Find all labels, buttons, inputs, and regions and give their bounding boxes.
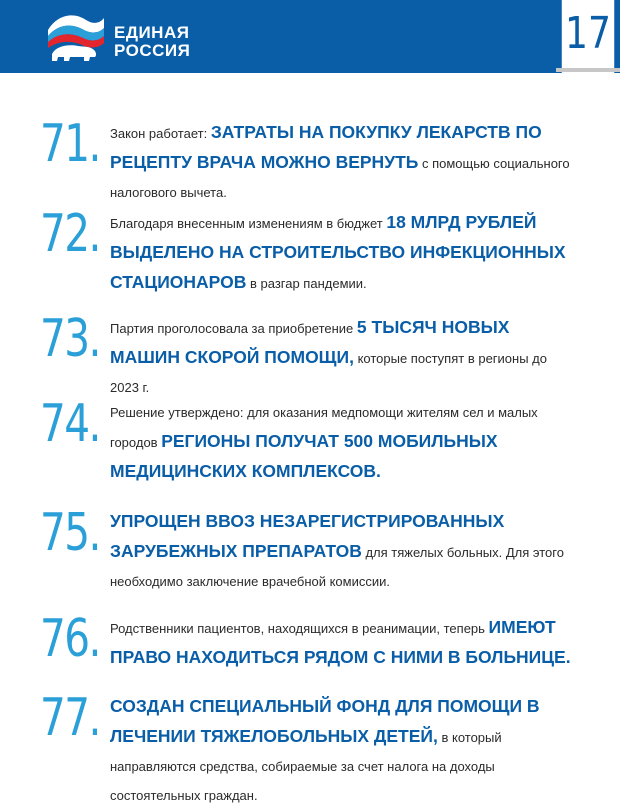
- party-name-line2: РОССИЯ: [114, 41, 191, 60]
- item-text-plain: Родственники пациентов, находящихся в реанимации, теперь: [110, 621, 489, 636]
- item-text-plain: в который направляются средства, собираемые за счет налога на доходы состоятельных граждан.: [110, 730, 502, 803]
- item-number: 77.: [40, 688, 100, 748]
- item-number: 75.: [40, 503, 100, 563]
- item-text: [110, 313, 560, 402]
- item-text: [110, 692, 580, 810]
- item-number: 73.: [40, 309, 100, 369]
- item-text-highlight: РЕГИОНЫ ПОЛУЧАТ 500 МОБИЛЬНЫХ МЕДИЦИНСКИХ КОМПЛЕКСОВ.: [110, 431, 498, 481]
- item-text-plain: Закон работает:: [110, 126, 211, 141]
- item-text-highlight: СОЗДАН СПЕЦИАЛЬНЫЙ ФОНД ДЛЯ ПОМОЩИ В ЛЕЧЕНИИ ТЯЖЕЛОБОЛЬНЫХ ДЕТЕЙ,: [110, 696, 540, 746]
- party-name: [114, 24, 190, 60]
- item-text: [110, 118, 580, 207]
- item-text-highlight: 5 ТЫСЯЧ НОВЫХ МАШИН СКОРОЙ ПОМОЩИ,: [110, 317, 510, 367]
- item-text-plain: с помощью социального налогового вычета.: [110, 156, 570, 200]
- party-name-line1: ЕДИНАЯ: [114, 23, 190, 42]
- item-text-plain: в разгар пандемии.: [246, 276, 367, 291]
- item-text: [110, 208, 590, 298]
- item-text: [110, 398, 570, 487]
- item-text-plain: Решение утверждено: для оказания медпомощи жителям сел и малых городов: [110, 405, 538, 450]
- item-text-plain: Партия проголосовала за приобретение: [110, 321, 357, 336]
- item-number: 74.: [40, 394, 100, 454]
- item-text-highlight: УПРОЩЕН ВВОЗ НЕЗАРЕГИСТРИРОВАННЫХ ЗАРУБЕЖНЫХ ПРЕПАРАТОВ: [110, 511, 505, 561]
- item-text: [110, 507, 590, 596]
- item-text-highlight: ИМЕЮТ ПРАВО НАХОДИТЬСЯ РЯДОМ С НИМИ В БОЛЬНИЦЕ.: [110, 617, 571, 667]
- item-text-plain: Благодаря внесенным изменениям в бюджет: [110, 216, 387, 231]
- page-number-underline: [556, 68, 620, 72]
- item-text: [110, 613, 580, 673]
- page-number: 17: [562, 0, 614, 73]
- item-text-plain: для тяжелых больных. Для этого необходимо заключение врачебной комиссии.: [110, 545, 564, 589]
- item-text-highlight: ЗАТРАТЫ НА ПОКУПКУ ЛЕКАРСТВ ПО РЕЦЕПТУ ВРАЧА МОЖНО ВЕРНУТЬ: [110, 122, 542, 172]
- page-header: [0, 0, 620, 73]
- item-number: 76.: [40, 609, 100, 669]
- item-text-plain: которые поступят в регионы до 2023 г.: [110, 351, 547, 395]
- party-logo-icon: [44, 6, 106, 66]
- item-number: 71.: [40, 114, 100, 174]
- item-number: 72.: [40, 204, 100, 264]
- item-text-highlight: 18 МЛРД РУБЛЕЙ ВЫДЕЛЕНО НА СТРОИТЕЛЬСТВО ИНФЕКЦИОННЫХ СТАЦИОНАРОВ: [110, 212, 566, 292]
